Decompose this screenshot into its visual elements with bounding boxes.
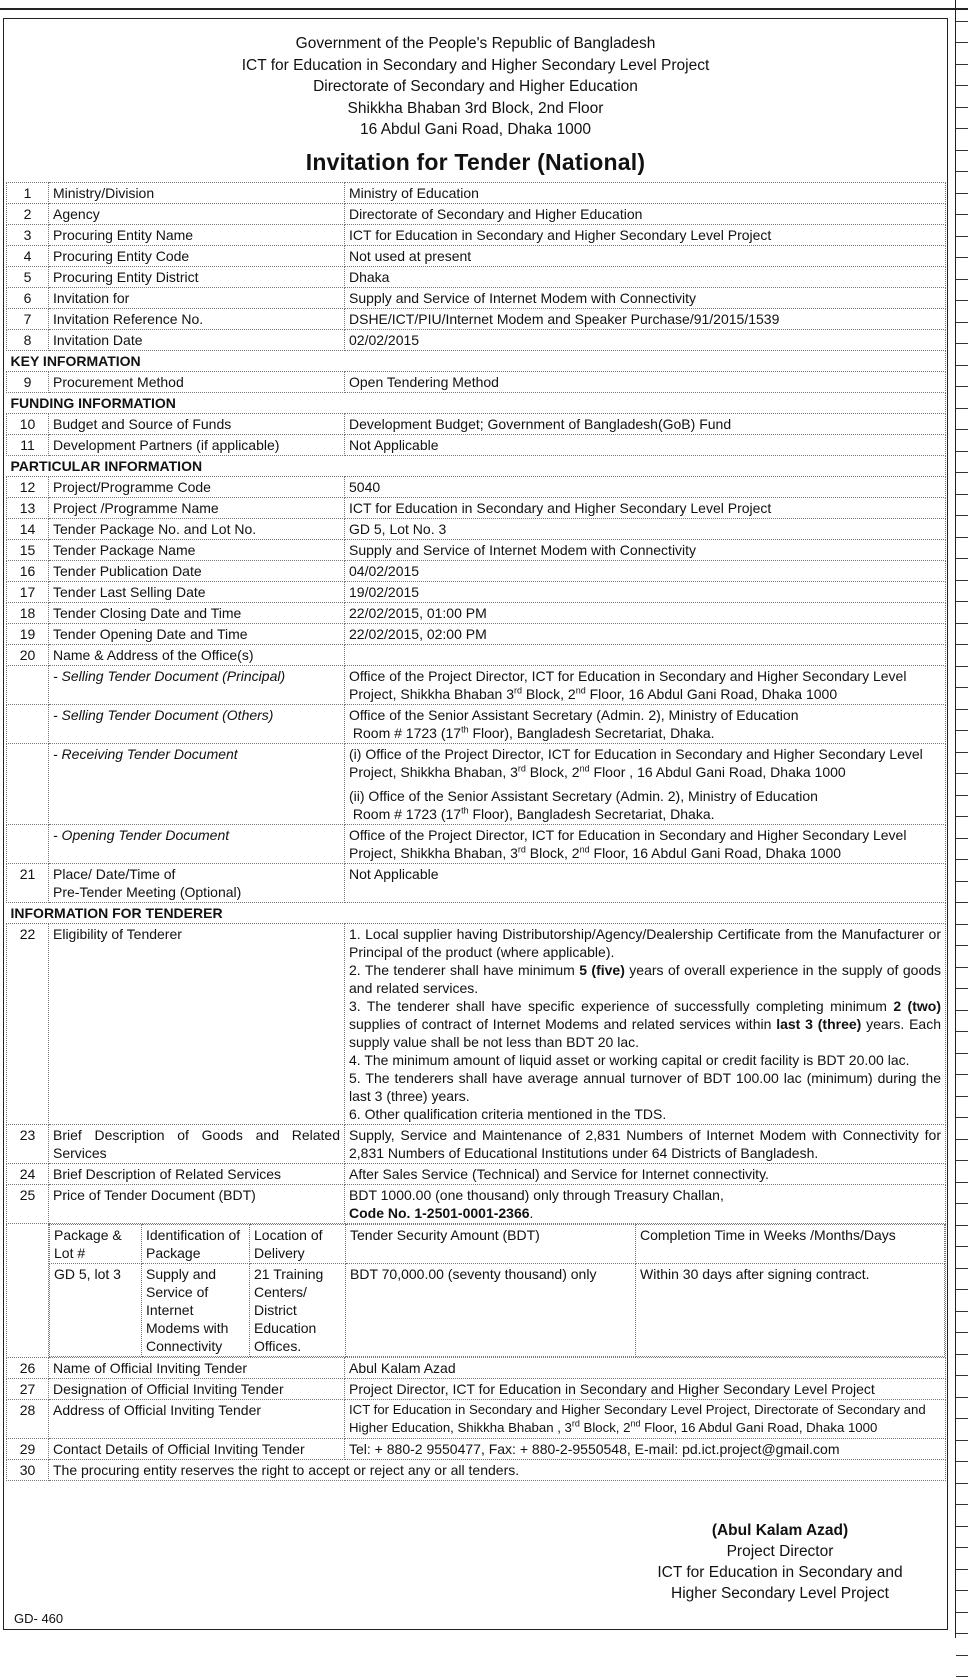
table-row xyxy=(7,224,946,245)
row-value: DSHE/ICT/PIU/Internet Modem and Speaker Purchase/91/2015/1539 xyxy=(345,308,946,329)
row-number: 30 xyxy=(7,1459,49,1480)
signatory-designation: Project Director xyxy=(650,1541,910,1562)
package-table xyxy=(49,1224,945,1357)
edge-tick xyxy=(956,473,968,495)
edge-tick xyxy=(956,301,968,323)
edge-tick xyxy=(956,602,968,624)
particular-heading xyxy=(7,455,946,476)
edge-tick xyxy=(956,1140,968,1162)
edge-tick xyxy=(956,215,968,237)
table-row xyxy=(7,287,946,308)
row-label: Invitation Date xyxy=(49,329,345,350)
row-label: Procurement Method xyxy=(49,371,345,392)
edge-tick xyxy=(956,1312,968,1334)
row-number: 16 xyxy=(7,560,49,581)
edge-tick xyxy=(956,65,968,87)
row-value: Not Applicable xyxy=(345,863,946,902)
section-heading-key: KEY INFORMATION xyxy=(7,350,946,371)
row-label: Address of Official Inviting Tender xyxy=(49,1399,345,1438)
package-header-location: Location of Delivery xyxy=(250,1224,346,1263)
row-label: Invitation Reference No. xyxy=(49,308,345,329)
row-value: Not Applicable xyxy=(345,434,946,455)
section-heading-funding: FUNDING INFORMATION xyxy=(7,392,946,413)
row-number: 15 xyxy=(7,539,49,560)
table-row xyxy=(7,1399,946,1438)
signatory-name: (Abul Kalam Azad) xyxy=(650,1520,910,1541)
row-label: Procuring Entity Name xyxy=(49,224,345,245)
row-number: 14 xyxy=(7,518,49,539)
edge-tick xyxy=(956,86,968,108)
edge-tick xyxy=(956,1097,968,1119)
row-label: Tender Publication Date xyxy=(49,560,345,581)
table-row xyxy=(7,539,946,560)
edge-tick xyxy=(956,1075,968,1097)
edge-tick xyxy=(956,151,968,173)
office-rows xyxy=(7,644,946,1357)
edge-tick xyxy=(956,1656,968,1677)
row-label: Budget and Source of Funds xyxy=(49,413,345,434)
edge-tick xyxy=(956,796,968,818)
edge-tick xyxy=(956,581,968,603)
edge-tick xyxy=(956,1398,968,1420)
row-value: Supply and Service of Internet Modem with Connectivity xyxy=(345,287,946,308)
edge-tick xyxy=(956,452,968,474)
table-row xyxy=(7,1438,946,1459)
edge-tick xyxy=(956,430,968,452)
table-row xyxy=(7,863,946,902)
office-receiving-value: (i) Office of the Project Director, ICT for Education in Secondary and Higher Secondary Level Project, Shikkha Bhaban, 3rd Block, 2nd Floor , 16 Abdul Gani Road, Dhaka 1000 (ii) Office of the Senior Assistant Secretary (Admin. 2), Ministry of Education Room # 1723 (17th Floor), Bangladesh Secretariat, Dhaka. xyxy=(345,743,946,824)
edge-tick xyxy=(956,344,968,366)
row-number: 28 xyxy=(7,1399,49,1438)
eligibility-criteria: 1. Local supplier having Distributorship/Agency/Dealership Certificate from the Manufacturer or Principal of the product (where applicable). 2. The tenderer shall have minimum 5 (five) years of overall experience in the supply of goods and related services. 3. The tenderer shall have specific experience of successfully completing minimum 2 (two) supplies of contract of Internet Modems and related services within last 3 (three) years. Each supply value shall be not less than BDT 20 lac. 4. The minimum amount of liquid asset or working capital or credit facility is BDT 20.00 lac. 5. The tenderers shall have average annual turnover of BDT 100.00 lac (minimum) during the last 3 (three) years. 6. Other qualification criteria mentioned in the TDS. xyxy=(345,923,946,1124)
row-number: 27 xyxy=(7,1378,49,1399)
row-label: Tender Last Selling Date xyxy=(49,581,345,602)
row-number: 4 xyxy=(7,245,49,266)
row-number: 3 xyxy=(7,224,49,245)
edge-tick xyxy=(956,1032,968,1054)
final-rows xyxy=(7,1399,946,1480)
row-value: Abul Kalam Azad xyxy=(345,1357,946,1378)
row-value: Supply and Service of Internet Modem with Connectivity xyxy=(345,539,946,560)
edge-tick xyxy=(956,108,968,130)
table-row xyxy=(7,1459,946,1480)
office-receiving-label: - Receiving Tender Document xyxy=(49,743,345,824)
row-label: Brief Description of Goods and Related Services xyxy=(49,1124,345,1163)
package-cell-lot: GD 5, lot 3 xyxy=(50,1263,142,1356)
row-label: Place/ Date/Time of Pre-Tender Meeting (Optional) xyxy=(49,863,345,902)
package-row xyxy=(7,1223,946,1357)
edge-tick xyxy=(956,1462,968,1484)
row-value: Not used at present xyxy=(345,245,946,266)
section-heading-particular: PARTICULAR INFORMATION xyxy=(7,455,946,476)
edge-tick xyxy=(956,1570,968,1592)
office-selling-others-label: - Selling Tender Document (Others) xyxy=(49,704,345,743)
header-project: ICT for Education in Secondary and Higher Secondary Level Project xyxy=(4,55,947,77)
row-number: 23 xyxy=(7,1124,49,1163)
edge-tick xyxy=(956,194,968,216)
row-number: 26 xyxy=(7,1357,49,1378)
row-number: 6 xyxy=(7,287,49,308)
table-row xyxy=(7,581,946,602)
edge-tick xyxy=(956,839,968,861)
row-number: 1 xyxy=(7,182,49,203)
edge-tick xyxy=(956,1355,968,1377)
edge-tick xyxy=(956,409,968,431)
table-row xyxy=(7,602,946,623)
row-label: Designation of Official Inviting Tender xyxy=(49,1378,345,1399)
tender-table xyxy=(6,182,946,1481)
key-info-section xyxy=(7,350,946,413)
row-number: 21 xyxy=(7,863,49,902)
row-value: GD 5, Lot No. 3 xyxy=(345,518,946,539)
edge-tick xyxy=(956,903,968,925)
row-value: 22/02/2015, 01:00 PM xyxy=(345,602,946,623)
row-value: 04/02/2015 xyxy=(345,560,946,581)
row-label: Development Partners (if applicable) xyxy=(49,434,345,455)
edge-tick xyxy=(956,1613,968,1635)
package-cell-identification: Supply and Service of Internet Modems with Connectivity xyxy=(142,1263,250,1356)
edge-tick xyxy=(956,1269,968,1291)
row-number: 7 xyxy=(7,308,49,329)
edge-tick xyxy=(956,1011,968,1033)
package-cell-completion: Within 30 days after signing contract. xyxy=(636,1263,945,1356)
edge-tick xyxy=(956,538,968,560)
edge-tick xyxy=(956,817,968,839)
row-value: 22/02/2015, 02:00 PM xyxy=(345,623,946,644)
edge-tick xyxy=(956,925,968,947)
row-number: 13 xyxy=(7,497,49,518)
basic-rows xyxy=(7,182,946,350)
table-row xyxy=(7,476,946,497)
table-row xyxy=(7,266,946,287)
edge-tick xyxy=(956,688,968,710)
row-value: Ministry of Education xyxy=(345,182,946,203)
package-cell-location: 21 Training Centers/ District Education Offices. xyxy=(250,1263,346,1356)
edge-tick xyxy=(956,323,968,345)
edge-tick xyxy=(956,495,968,517)
row-number: 20 xyxy=(7,644,49,665)
official-rows xyxy=(7,1357,946,1399)
package-header-identification: Identification of Package xyxy=(142,1224,250,1263)
table-row xyxy=(7,203,946,224)
edge-tick xyxy=(956,968,968,990)
edge-tick xyxy=(956,1333,968,1355)
row-label: Price of Tender Document (BDT) xyxy=(49,1184,345,1223)
table-row xyxy=(7,329,946,350)
row-value: Tel: + 880-2 9550477, Fax: + 880-2-9550548, E-mail: pd.ict.project@gmail.com xyxy=(345,1438,946,1459)
header-directorate: Directorate of Secondary and Higher Education xyxy=(4,76,947,98)
row-label: Tender Package Name xyxy=(49,539,345,560)
row-value: Open Tendering Method xyxy=(345,371,946,392)
signatory-project-line1: ICT for Education in Secondary and xyxy=(650,1562,910,1583)
row-number: 22 xyxy=(7,923,49,1124)
row-number: 5 xyxy=(7,266,49,287)
edge-tick xyxy=(956,882,968,904)
row-label: Brief Description of Related Services xyxy=(49,1163,345,1184)
package-header-security: Tender Security Amount (BDT) xyxy=(346,1224,636,1263)
row-number: 24 xyxy=(7,1163,49,1184)
row-number: 11 xyxy=(7,434,49,455)
row-value: 02/02/2015 xyxy=(345,329,946,350)
edge-tick xyxy=(956,1376,968,1398)
edge-tick xyxy=(956,172,968,194)
edge-tick xyxy=(956,1591,968,1613)
edge-tick xyxy=(956,1634,968,1656)
row-number: 9 xyxy=(7,371,49,392)
edge-tick xyxy=(956,1290,968,1312)
row-number: 19 xyxy=(7,623,49,644)
row-value: BDT 1000.00 (one thousand) only through Treasury Challan, Code No. 1-2501-0001-2366. xyxy=(345,1184,946,1223)
row-number: 12 xyxy=(7,476,49,497)
edge-tick xyxy=(956,1054,968,1076)
row-number: 18 xyxy=(7,602,49,623)
office-selling-others-value: Office of the Senior Assistant Secretary (Admin. 2), Ministry of Education Room # 1723 (17th Floor), Bangladesh Secretariat, Dhaka. xyxy=(345,704,946,743)
table-row xyxy=(7,1184,946,1223)
office-selling-principal-value: Office of the Project Director, ICT for Education in Secondary and Higher Secondary Level Project, Shikkha Bhaban 3rd Block, 2nd Floor, 16 Abdul Gani Road, Dhaka 1000 xyxy=(345,665,946,704)
edge-tick xyxy=(956,753,968,775)
row-value: Development Budget; Government of Bangladesh(GoB) Fund xyxy=(345,413,946,434)
table-row xyxy=(7,1378,946,1399)
edge-tick xyxy=(956,1204,968,1226)
office-opening-value: Office of the Project Director, ICT for Education in Secondary and Higher Secondary Level Project, Shikkha Bhaban, 3rd Block, 2nd Floor, 16 Abdul Gani Road, Dhaka 1000 xyxy=(345,824,946,863)
signature-block xyxy=(650,1520,910,1604)
row-label: Agency xyxy=(49,203,345,224)
row-value: 19/02/2015 xyxy=(345,581,946,602)
edge-tick xyxy=(956,774,968,796)
row-label: Ministry/Division xyxy=(49,182,345,203)
package-header-lot: Package & Lot # xyxy=(50,1224,142,1263)
row-number: 25 xyxy=(7,1184,49,1223)
table-row xyxy=(7,824,946,863)
edge-tick xyxy=(956,1505,968,1527)
office-opening-label: - Opening Tender Document xyxy=(49,824,345,863)
row-label: Project /Programme Name xyxy=(49,497,345,518)
signatory-project-line2: Higher Secondary Level Project xyxy=(650,1583,910,1604)
table-row xyxy=(7,518,946,539)
table-row xyxy=(7,1357,946,1378)
table-row xyxy=(7,434,946,455)
row-value: Project Director, ICT for Education in Secondary and Higher Secondary Level Project xyxy=(345,1378,946,1399)
row-label: Eligibility of Tenderer xyxy=(49,923,345,1124)
row-value: Dhaka xyxy=(345,266,946,287)
table-row xyxy=(7,1124,946,1163)
row-label: Invitation for xyxy=(49,287,345,308)
row-number: 10 xyxy=(7,413,49,434)
edge-tick xyxy=(956,22,968,44)
row-label: Contact Details of Official Inviting Tender xyxy=(49,1438,345,1459)
edge-tick xyxy=(956,1548,968,1570)
office-selling-principal-label: - Selling Tender Document (Principal) xyxy=(49,665,345,704)
edge-tick xyxy=(956,1527,968,1549)
edge-tick xyxy=(956,129,968,151)
edge-tick xyxy=(956,0,968,22)
edge-tick xyxy=(956,258,968,280)
top-border xyxy=(0,0,968,10)
row-value: Directorate of Secondary and Higher Education xyxy=(345,203,946,224)
table-row xyxy=(7,308,946,329)
table-row xyxy=(7,1163,946,1184)
edge-tick xyxy=(956,1441,968,1463)
row-value: ICT for Education in Secondary and Higher Secondary Level Project xyxy=(345,224,946,245)
row-value: ICT for Education in Secondary and Higher Secondary Level Project xyxy=(345,497,946,518)
edge-tick xyxy=(956,1247,968,1269)
row-value: 5040 xyxy=(345,476,946,497)
edge-tick xyxy=(956,989,968,1011)
edge-tick xyxy=(956,1226,968,1248)
row-value: The procuring entity reserves the right to accept or reject any or all tenders. xyxy=(49,1459,946,1480)
table-row xyxy=(7,245,946,266)
row-number: 8 xyxy=(7,329,49,350)
page-title: Invitation for Tender (National) xyxy=(4,149,947,176)
edge-tick xyxy=(956,1183,968,1205)
edge-tick xyxy=(956,516,968,538)
footer-code: GD- 460 xyxy=(14,1611,63,1626)
edge-tick xyxy=(956,624,968,646)
row-value: Supply, Service and Maintenance of 2,831 Numbers of Internet Modem with Connectivity for 2,831 Numbers of Educational Institutions under 64 Districts of Bangladesh. xyxy=(345,1124,946,1163)
header-block xyxy=(4,33,947,141)
edge-tick xyxy=(956,280,968,302)
edge-tick xyxy=(956,710,968,732)
row-value: ICT for Education in Secondary and Higher Secondary Level Project, Directorate of Secondary and Higher Education, Shikkha Bhaban , 3rd Block, 2nd Floor, 16 Abdul Gani Road, Dhaka 1000 xyxy=(345,1399,946,1438)
tender-notice xyxy=(3,18,948,1630)
row-value: After Sales Service (Technical) and Service for Internet connectivity. xyxy=(345,1163,946,1184)
table-row xyxy=(7,497,946,518)
table-row xyxy=(7,923,946,1124)
table-row xyxy=(7,371,946,392)
edge-tick xyxy=(956,731,968,753)
row-label: Tender Opening Date and Time xyxy=(49,623,345,644)
header-government: Government of the People's Republic of Bangladesh xyxy=(4,33,947,55)
edge-tick xyxy=(956,1484,968,1506)
table-row xyxy=(7,743,946,824)
table-row xyxy=(7,644,946,665)
edge-tick xyxy=(956,860,968,882)
row-number: 2 xyxy=(7,203,49,224)
edge-tick xyxy=(956,645,968,667)
edge-tick xyxy=(956,387,968,409)
package-cell-security: BDT 70,000.00 (seventy thousand) only xyxy=(346,1263,636,1356)
table-row xyxy=(7,665,946,704)
row-label: Tender Package No. and Lot No. xyxy=(49,518,345,539)
package-header-completion: Completion Time in Weeks /Months/Days xyxy=(636,1224,945,1263)
row-label: Name & Address of the Office(s) xyxy=(49,644,345,665)
edge-tick xyxy=(956,1118,968,1140)
table-row xyxy=(7,560,946,581)
header-address: 16 Abdul Gani Road, Dhaka 1000 xyxy=(4,119,947,141)
particular-rows xyxy=(7,476,946,644)
table-row xyxy=(7,623,946,644)
table-row xyxy=(7,413,946,434)
table-row xyxy=(7,704,946,743)
edge-tick xyxy=(956,946,968,968)
edge-tick xyxy=(956,1161,968,1183)
edge-tick xyxy=(956,559,968,581)
header-building: Shikkha Bhaban 3rd Block, 2nd Floor xyxy=(4,98,947,120)
funding-rows xyxy=(7,413,946,455)
edge-tick xyxy=(956,43,968,65)
section-heading-tenderer: INFORMATION FOR TENDERER xyxy=(7,902,946,923)
row-label: Tender Closing Date and Time xyxy=(49,602,345,623)
row-label: Procuring Entity Code xyxy=(49,245,345,266)
edge-tick xyxy=(956,1419,968,1441)
edge-tick xyxy=(956,237,968,259)
row-number: 29 xyxy=(7,1438,49,1459)
row-number: 17 xyxy=(7,581,49,602)
row-label: Name of Official Inviting Tender xyxy=(49,1357,345,1378)
row-label: Project/Programme Code xyxy=(49,476,345,497)
edge-tick xyxy=(956,366,968,388)
adjacent-column-edge xyxy=(955,0,968,1638)
row-label: Procuring Entity District xyxy=(49,266,345,287)
table-row xyxy=(7,182,946,203)
edge-tick xyxy=(956,667,968,689)
